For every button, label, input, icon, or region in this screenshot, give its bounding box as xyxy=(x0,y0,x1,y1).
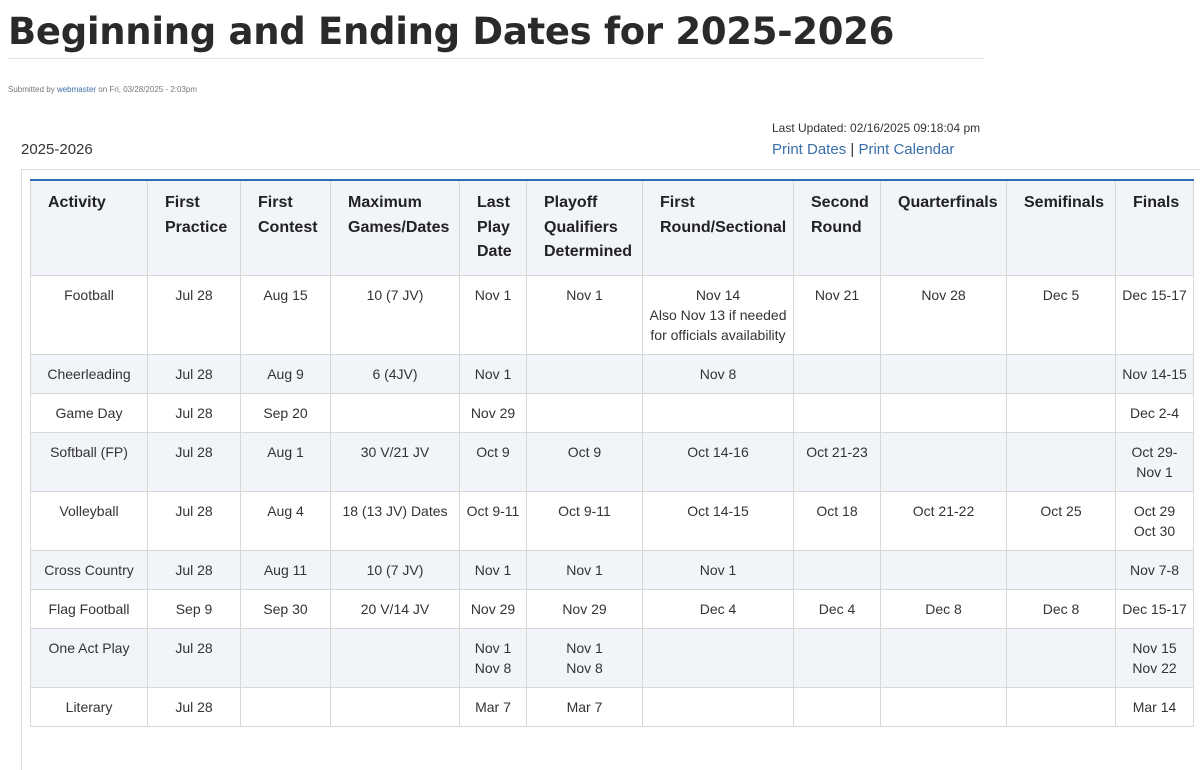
cell-text: Jul 28 xyxy=(175,502,213,519)
date-cell xyxy=(148,550,241,589)
cell-text: 10 (7 JV) xyxy=(366,286,424,303)
date-cell xyxy=(527,354,643,393)
column-header-line: Play xyxy=(477,218,510,236)
date-cell xyxy=(331,432,460,491)
cell-text: Dec 4 xyxy=(699,600,737,617)
cell-text: Nov 28 xyxy=(921,286,966,303)
date-cell xyxy=(794,354,881,393)
date-cell xyxy=(881,589,1007,628)
activity-cell xyxy=(31,393,148,432)
date-cell xyxy=(1116,275,1194,354)
date-cell xyxy=(643,275,794,354)
column-header-line: Last xyxy=(477,194,510,211)
cell-text: Nov 22 xyxy=(1132,659,1177,676)
cell-text: Aug 1 xyxy=(267,443,304,460)
date-cell xyxy=(1116,628,1194,687)
cell-text: Nov 29 xyxy=(470,600,516,617)
column-header xyxy=(1116,180,1194,275)
activity-cell xyxy=(31,628,148,687)
cell-text: 18 (13 JV) Dates xyxy=(342,502,448,519)
author-link[interactable]: webmaster xyxy=(56,85,97,94)
cell-text: Nov 14-15 xyxy=(1122,365,1187,382)
cell-text: Nov 29 xyxy=(470,404,516,421)
date-cell xyxy=(460,354,527,393)
cell-text: Oct 21-23 xyxy=(806,443,868,460)
column-header xyxy=(643,180,794,275)
cell-text: Nov 8 xyxy=(566,659,603,676)
date-cell xyxy=(148,687,241,726)
date-cell xyxy=(527,687,643,726)
cell-text: Nov 1 xyxy=(474,639,512,656)
cell-text: Dec 8 xyxy=(925,600,962,617)
column-header xyxy=(241,180,331,275)
date-cell xyxy=(881,393,1007,432)
column-header xyxy=(31,180,148,275)
column-header xyxy=(1007,180,1116,275)
column-header-line: Date xyxy=(477,243,512,260)
date-cell xyxy=(643,589,794,628)
cell-text: Dec 15-17 xyxy=(1122,286,1187,303)
activity-cell xyxy=(31,491,148,550)
cell-text: Literary xyxy=(65,698,113,715)
date-cell xyxy=(794,687,881,726)
cell-text: Jul 28 xyxy=(175,443,213,460)
date-cell xyxy=(1007,628,1116,687)
cell-text: Sep 20 xyxy=(263,404,308,421)
date-cell xyxy=(241,491,331,550)
date-cell xyxy=(148,491,241,550)
date-cell xyxy=(1116,354,1194,393)
cell-text: Cross Country xyxy=(44,561,134,578)
date-cell xyxy=(241,393,331,432)
cell-text: Jul 28 xyxy=(175,698,213,715)
date-cell xyxy=(527,550,643,589)
cell-text: Jul 28 xyxy=(175,639,213,656)
date-cell xyxy=(643,354,794,393)
date-cell xyxy=(1116,687,1194,726)
cell-text: 10 (7 JV) xyxy=(366,561,424,578)
date-cell xyxy=(881,432,1007,491)
date-cell xyxy=(148,354,241,393)
date-cell xyxy=(527,491,643,550)
date-cell xyxy=(1116,550,1194,589)
dates-table xyxy=(30,179,1194,727)
cell-text: Jul 28 xyxy=(175,365,213,382)
date-cell xyxy=(1007,491,1116,550)
cell-text: Oct 25 xyxy=(1040,502,1082,519)
column-header-line: Round xyxy=(811,218,862,236)
date-cell xyxy=(331,393,460,432)
date-cell xyxy=(881,628,1007,687)
cell-text: Aug 4 xyxy=(267,502,304,519)
column-header-line: First xyxy=(165,194,200,211)
table-row xyxy=(31,275,1194,354)
table-row xyxy=(31,550,1194,589)
date-cell xyxy=(331,354,460,393)
cell-text: Oct 9 xyxy=(476,443,510,460)
cell-text: Oct 29- xyxy=(1131,443,1178,460)
date-cell xyxy=(241,628,331,687)
date-cell xyxy=(1007,275,1116,354)
date-cell xyxy=(643,687,794,726)
cell-text: Oct 9 xyxy=(567,443,602,460)
date-cell xyxy=(527,628,643,687)
date-cell xyxy=(643,491,794,550)
submitted-prefix: Submitted by xyxy=(8,85,55,94)
date-cell xyxy=(643,393,794,432)
date-cell xyxy=(881,275,1007,354)
date-cell xyxy=(794,432,881,491)
print-dates-link[interactable]: Print Dates xyxy=(772,141,847,158)
date-cell xyxy=(643,432,794,491)
cell-text: Nov 14 xyxy=(695,286,741,303)
cell-text: Oct 9-11 xyxy=(558,502,611,519)
table-row xyxy=(31,491,1194,550)
activity-cell xyxy=(31,687,148,726)
column-header-line: Practice xyxy=(165,218,228,236)
cell-text: Dec 5 xyxy=(1042,286,1080,303)
table-body xyxy=(31,275,1194,726)
cell-text: Aug 9 xyxy=(267,365,304,382)
table-row xyxy=(31,589,1194,628)
season-label: 2025-2026 xyxy=(21,141,93,158)
cell-text: Jul 28 xyxy=(175,561,213,578)
date-cell xyxy=(241,589,331,628)
date-cell xyxy=(241,354,331,393)
cell-text: Game Day xyxy=(55,404,123,421)
table-row xyxy=(31,432,1194,491)
print-links xyxy=(772,141,954,158)
date-cell xyxy=(527,432,643,491)
last-updated: Last Updated: 02/16/2025 09:18:04 pm xyxy=(772,121,981,135)
cell-text: Nov 15 xyxy=(1132,639,1177,656)
date-cell xyxy=(148,589,241,628)
cell-text: Nov 1 xyxy=(1136,463,1173,480)
cell-text: Nov 1 xyxy=(474,561,512,578)
column-header xyxy=(331,180,460,275)
cell-text: Jul 28 xyxy=(175,286,213,303)
cell-text: Nov 1 xyxy=(699,561,737,578)
cell-text: Jul 28 xyxy=(175,404,213,421)
cell-text: Dec 8 xyxy=(1042,600,1080,617)
date-cell xyxy=(1007,687,1116,726)
column-header-line: Round/Sectional xyxy=(660,218,787,236)
date-cell xyxy=(241,275,331,354)
date-cell xyxy=(794,393,881,432)
cell-text: Mar 7 xyxy=(566,698,603,715)
column-header xyxy=(460,180,527,275)
date-cell xyxy=(1007,354,1116,393)
print-calendar-link[interactable]: Print Calendar xyxy=(858,141,955,158)
cell-text: Nov 1 xyxy=(566,561,603,578)
date-cell xyxy=(460,589,527,628)
cell-text: Football xyxy=(64,286,114,303)
date-cell xyxy=(643,550,794,589)
date-cell xyxy=(460,432,527,491)
column-header-line: Second xyxy=(811,194,869,211)
date-cell xyxy=(1007,393,1116,432)
date-cell xyxy=(241,432,331,491)
activity-cell xyxy=(31,589,148,628)
date-cell xyxy=(794,589,881,628)
table-row xyxy=(31,628,1194,687)
cell-text: Nov 1 xyxy=(474,365,512,382)
cell-text: Nov 1 xyxy=(474,286,512,303)
date-cell xyxy=(794,491,881,550)
cell-text: 20 V/14 JV xyxy=(360,600,430,617)
date-cell xyxy=(1116,491,1194,550)
cell-text: Also Nov 13 if needed xyxy=(649,306,787,323)
date-cell xyxy=(881,550,1007,589)
column-header-line: Determined xyxy=(544,243,633,260)
cell-text: Oct 29 xyxy=(1133,502,1176,519)
cell-text: 30 V/21 JV xyxy=(360,443,430,460)
table-row xyxy=(31,687,1194,726)
cell-text: Mar 14 xyxy=(1132,698,1177,715)
date-cell xyxy=(527,275,643,354)
cell-text: Oct 9-11 xyxy=(466,502,520,519)
date-cell xyxy=(1007,589,1116,628)
header-row xyxy=(31,180,1194,275)
date-cell xyxy=(331,491,460,550)
date-cell xyxy=(148,628,241,687)
column-header-line: Activity xyxy=(48,194,106,211)
column-header xyxy=(881,180,1007,275)
date-cell xyxy=(460,628,527,687)
cell-text: Nov 8 xyxy=(474,659,512,676)
cell-text: Mar 7 xyxy=(475,698,511,715)
date-cell xyxy=(881,491,1007,550)
cell-text: Sep 30 xyxy=(263,600,308,617)
cell-text: Cheerleading xyxy=(47,365,131,382)
date-cell xyxy=(460,275,527,354)
date-cell xyxy=(331,589,460,628)
cell-text: Nov 29 xyxy=(562,600,607,617)
title-divider xyxy=(8,58,984,59)
date-cell xyxy=(148,393,241,432)
date-cell xyxy=(794,550,881,589)
date-cell xyxy=(148,432,241,491)
cell-text: Flag Football xyxy=(48,600,130,617)
date-cell xyxy=(331,275,460,354)
column-header-line: First xyxy=(258,194,293,211)
cell-text: Oct 21-22 xyxy=(912,502,975,519)
page-title: Beginning and Ending Dates for 2025-2026 xyxy=(8,10,895,53)
date-cell xyxy=(1116,393,1194,432)
cell-text: for officials availability xyxy=(650,326,786,343)
cell-text: Nov 1 xyxy=(566,639,603,656)
column-header xyxy=(148,180,241,275)
date-cell xyxy=(148,275,241,354)
date-cell xyxy=(1116,432,1194,491)
date-cell xyxy=(1007,432,1116,491)
column-header-line: Qualifiers xyxy=(544,218,618,236)
cell-text: Nov 7-8 xyxy=(1129,561,1180,578)
date-cell xyxy=(460,550,527,589)
cell-text: Oct 18 xyxy=(816,502,858,519)
activity-cell xyxy=(31,550,148,589)
submitted-date: on Fri, 03/28/2025 - 2:03pm xyxy=(98,85,198,94)
column-header-line: Playoff xyxy=(544,194,598,211)
date-cell xyxy=(331,628,460,687)
cell-text: Volleyball xyxy=(59,502,119,519)
activity-cell xyxy=(31,275,148,354)
column-header-line: Games/Dates xyxy=(348,218,450,236)
cell-text: Dec 2-4 xyxy=(1129,404,1180,421)
cell-text: Dec 15-17 xyxy=(1122,600,1187,617)
cell-text: Oct 14-15 xyxy=(687,502,749,519)
date-cell xyxy=(1116,589,1194,628)
cell-text: Softball (FP) xyxy=(50,443,128,460)
cell-text: Dec 4 xyxy=(818,600,856,617)
date-cell xyxy=(881,354,1007,393)
cell-text: Nov 1 xyxy=(566,286,603,303)
cell-text: Oct 30 xyxy=(1133,522,1176,539)
cell-text: Oct 14-16 xyxy=(687,443,749,460)
cell-text: Aug 15 xyxy=(263,286,308,303)
cell-text: Aug 11 xyxy=(263,561,308,578)
cell-text: One Act Play xyxy=(48,639,130,656)
table-row xyxy=(31,354,1194,393)
column-header-line: Contest xyxy=(258,218,318,236)
cell-text: Sep 9 xyxy=(175,600,213,617)
activity-cell xyxy=(31,432,148,491)
date-cell xyxy=(881,687,1007,726)
column-header-line: First xyxy=(660,194,695,211)
date-cell xyxy=(527,393,643,432)
date-cell xyxy=(241,550,331,589)
date-cell xyxy=(460,687,527,726)
date-cell xyxy=(794,275,881,354)
date-cell xyxy=(643,628,794,687)
column-header-line: Finals xyxy=(1133,194,1180,211)
cell-text: 6 (4JV) xyxy=(372,365,418,382)
cell-text: Nov 8 xyxy=(699,365,737,382)
column-header-line: Maximum xyxy=(348,194,422,211)
date-cell xyxy=(1007,550,1116,589)
date-cell xyxy=(527,589,643,628)
date-cell xyxy=(331,687,460,726)
column-header-line: Semifinals xyxy=(1024,194,1105,211)
column-header-line: Quarterfinals xyxy=(898,194,998,211)
column-header xyxy=(527,180,643,275)
date-cell xyxy=(794,628,881,687)
link-separator: | xyxy=(850,141,855,158)
date-cell xyxy=(241,687,331,726)
date-cell xyxy=(460,491,527,550)
activity-cell xyxy=(31,354,148,393)
date-cell xyxy=(460,393,527,432)
date-cell xyxy=(331,550,460,589)
submitted-info xyxy=(8,85,197,94)
table-row xyxy=(31,393,1194,432)
column-header xyxy=(794,180,881,275)
cell-text: Nov 21 xyxy=(814,286,860,303)
